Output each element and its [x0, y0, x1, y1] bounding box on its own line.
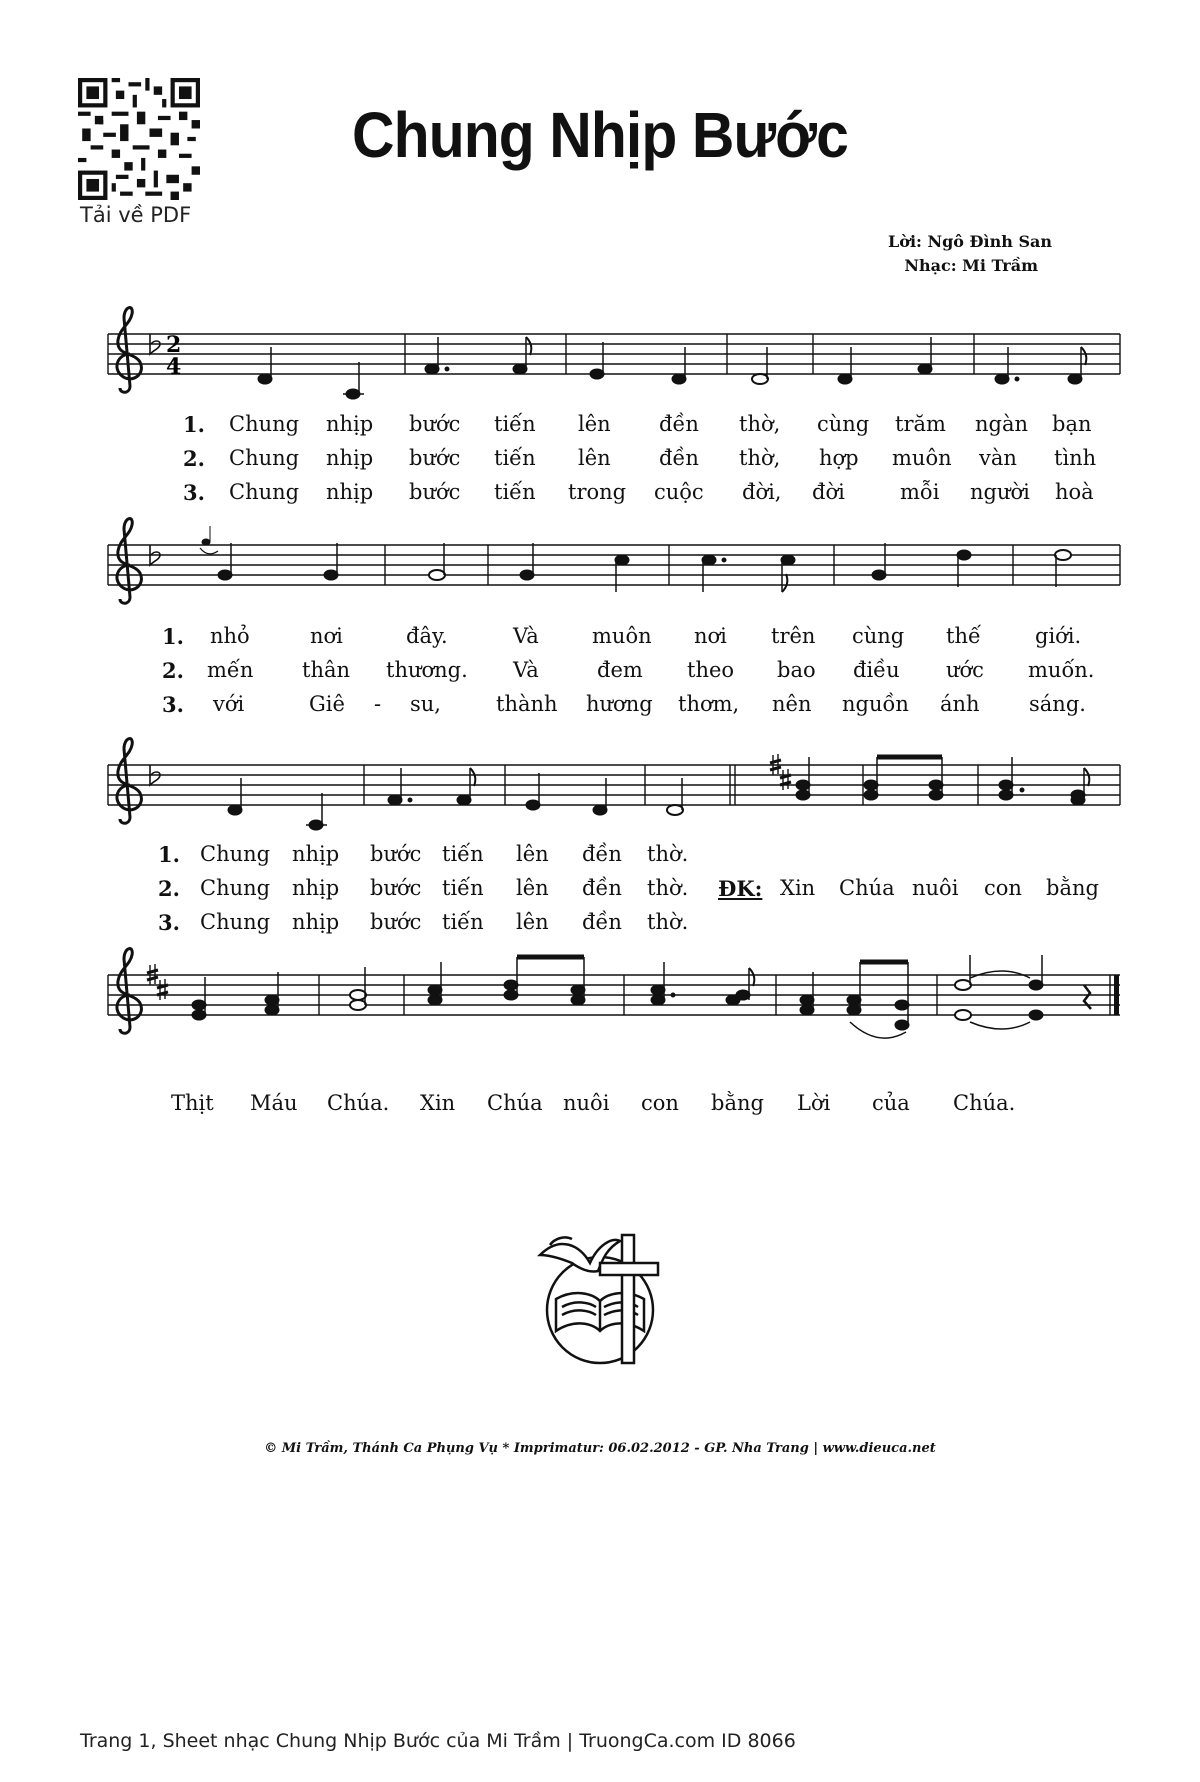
lyrics-line-s1-v3: 3. Chung nhịp bước tiến trong cuộc đời, đời mỗi người hoà	[183, 480, 1094, 505]
lyrics-line-s2-v3: 3. với Giê - su, thành hương thơm, nên nguồn ánh sáng.	[162, 692, 1086, 717]
staff-system-2	[108, 519, 1120, 604]
svg-text:4: 4	[166, 354, 182, 380]
music-credit: Nhạc: Mi Trầm	[904, 256, 1038, 275]
svg-text:2: 2	[166, 332, 182, 358]
lyrics-credit: Lời: Ngô Đình San	[888, 232, 1052, 251]
staff-system-1	[108, 308, 1120, 399]
lyrics-line-s1-v1: 1. Chung nhịp bước tiến lên đền thờ, cùng trăm ngàn bạn	[183, 412, 1092, 437]
copyright-notice: © Mi Trầm, Thánh Ca Phụng Vụ * Imprimatur: 06.02.2012 - GP. Nha Trang | www.dieuca.net	[264, 1441, 936, 1456]
lyrics-line-s1-v2: 2. Chung nhịp bước tiến lên đền thờ, hợp muôn vàn tình	[183, 446, 1097, 471]
lyrics-line-s2-v1: 1. nhỏ nơi đây. Và muôn nơi trên cùng thế giới.	[162, 624, 1082, 649]
song-title: Chung Nhịp Bước	[352, 99, 848, 171]
page-footer: Trang 1, Sheet nhạc Chung Nhịp Bước của Mi Trầm | TruongCa.com ID 8066	[80, 1730, 796, 1752]
dove-cross-book-logo-icon	[520, 1215, 680, 1375]
qr-caption[interactable]: Tải về PDF	[80, 203, 192, 227]
lyrics-line-s3-v3: 3. Chung nhịp bước tiến lên đền thờ.	[158, 910, 689, 935]
chorus-marker: ĐK:	[718, 876, 763, 901]
lyrics-line-s4: Thịt Máu Chúa. Xin Chúa nuôi con bằng Lời của Chúa.	[171, 1091, 1016, 1115]
staff-system-3	[108, 739, 1120, 830]
lyrics-line-s3-v1: 1. Chung nhịp bước tiến lên đền thờ.	[158, 842, 689, 867]
lyrics-line-s2-v2: 2. mến thân thương. Và đem theo bao điều ước muốn.	[162, 658, 1095, 683]
staff-system-4	[108, 949, 1120, 1038]
lyrics-line-s3-v2: 2. Chung nhịp bước tiến lên đền thờ. ĐK: Xin Chúa nuôi con bằng	[158, 876, 1099, 901]
